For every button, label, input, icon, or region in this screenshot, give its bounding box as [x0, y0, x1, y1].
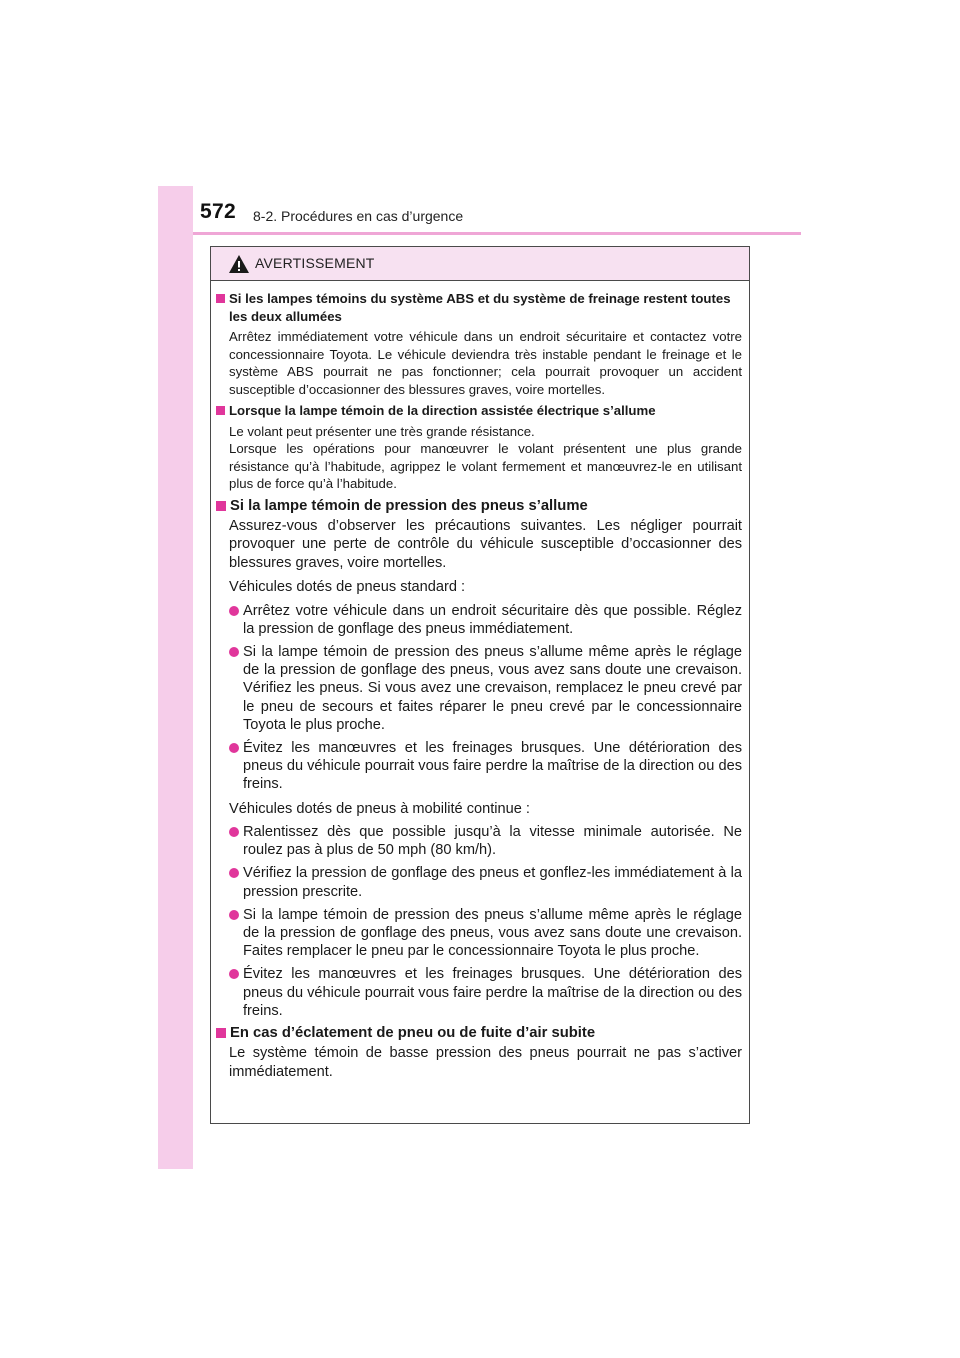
paragraph: Le volant peut présenter une très grande résistance. — [229, 423, 535, 439]
section-power-steering — [216, 402, 742, 493]
section-title-abs: Si les lampes témoins du système ABS et du système de freinage restent toutes les deux allumées — [229, 291, 731, 324]
group-label-standard-tires: Véhicules dotés de pneus standard : — [229, 579, 466, 595]
chapter-side-tab — [158, 186, 193, 1169]
section-title-deflation: En cas d’éclatement de pneu ou de fuite d’air subite — [230, 1025, 596, 1042]
bullet-marker — [229, 606, 239, 616]
section-title-tire: Si la lampe témoin de pression des pneus s’allume — [230, 497, 588, 514]
list-item: Vérifiez la pression de gonflage des pneus et gonflez-les immédiatement à la pression prescrite. — [216, 864, 742, 900]
section-marker — [216, 406, 225, 415]
section-abs-brake — [216, 290, 742, 398]
warning-header — [211, 247, 749, 281]
section-tire-pressure — [216, 497, 742, 1021]
section-sudden-deflation — [216, 1024, 742, 1081]
paragraph: Assurez-vous d’observer les précautions suivantes. Les négliger pourrait provoquer une perte de contrôle du véhicule susceptible d’occasionner des blessures graves, voire mortelles. — [229, 517, 742, 571]
list-item: Évitez les manœuvres et les freinages brusques. Une détérioration des pneus du véhicule pourrait vous faire perdre la maîtrise de la direction ou des freins. — [216, 739, 742, 794]
list-item: Si la lampe témoin de pression des pneus s’allume même après le réglage de la pression de gonflage des pneus, vous avez sans doute une crevaison. Faites remplacer le pneu par le concessionnaire Toyota le plus proche. — [216, 906, 742, 961]
section-title: 8-2. Procédures en cas d’urgence — [253, 208, 464, 224]
bullet-marker — [229, 647, 239, 657]
bullet-marker — [229, 868, 239, 878]
group-label-runflat-tires: Véhicules dotés de pneus à mobilité continue : — [229, 800, 530, 817]
bullet-marker — [229, 910, 239, 920]
section-marker — [216, 1028, 226, 1038]
bullet-marker — [229, 827, 239, 837]
section-marker — [216, 294, 225, 303]
header-rule — [193, 232, 801, 235]
list-item: Ralentissez dès que possible jusqu’à la vitesse minimale autorisée. Ne roulez pas à plus de 50 mph (80 km/h). — [216, 823, 742, 859]
paragraph: Arrêtez immédiatement votre véhicule dans un endroit sécuritaire et contactez votre concessionnaire Toyota. Le véhicule deviendra très instable pendant le freinage et le système ABS pourrait ne pas fonctionner; cela pourrait provoquer un accident susceptible d’occasionner des blessures graves, voire mortelles. — [229, 329, 742, 397]
list-item: Si la lampe témoin de pression des pneus s’allume même après le réglage de la pression de gonflage des pneus, vous avez sans doute une crevaison. Vérifiez les pneus. Si vous avez une crevaison, remplacez le pneu crevé par le pneu de secours et faites réparer le pneu crevé par le concessionnaire Toyota le plus proche. — [216, 643, 742, 734]
warning-content — [211, 281, 749, 1081]
warning-label: AVERTISSEMENT — [255, 255, 375, 271]
bullet-marker — [229, 969, 239, 979]
list-item: Arrêtez votre véhicule dans un endroit sécuritaire dès que possible. Réglez la pression de gonflage des pneus immédiatement. — [216, 602, 742, 638]
warning-triangle-icon — [228, 254, 250, 274]
page-number: 572 — [200, 200, 236, 223]
bullet-marker — [229, 743, 239, 753]
section-title-steering: Lorsque la lampe témoin de la direction assistée électrique s’allume — [229, 403, 656, 418]
paragraph: Le système témoin de basse pression des pneus pourrait ne pas s’activer immédiatement. — [229, 1045, 742, 1080]
section-marker — [216, 501, 226, 511]
paragraph: Lorsque les opérations pour manœuvrer le volant présentent une plus grande résistance qu’à l’habitude, agrippez le volant fermement et manœuvrez-le en utilisant plus de force qu’à l’habitude. — [229, 441, 742, 491]
warning-box — [210, 246, 750, 1124]
list-item: Évitez les manœuvres et les freinages brusques. Une détérioration des pneus du véhicule pourrait vous faire perdre la maîtrise de la direction ou des freins. — [216, 965, 742, 1020]
